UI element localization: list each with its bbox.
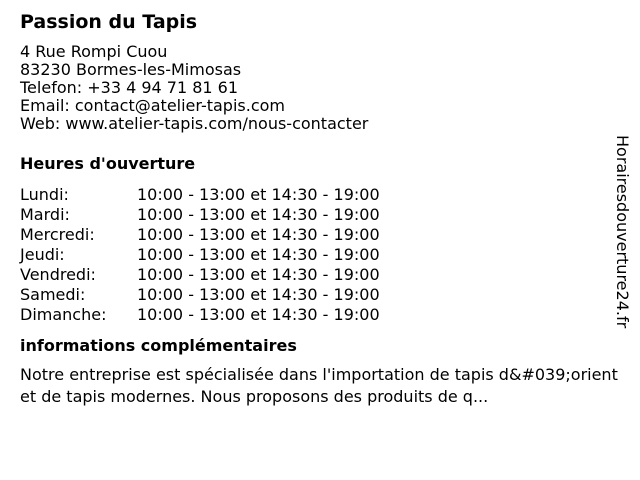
hours-row (20, 205, 380, 225)
contact-block (20, 43, 610, 133)
phone-number: Telefon: +33 4 94 71 81 61 (20, 78, 239, 97)
hours-day: Mardi: (20, 205, 70, 224)
hours-row (20, 305, 380, 325)
hours-row (20, 225, 380, 245)
business-card (20, 10, 618, 408)
hours-row (20, 245, 380, 265)
website-url: Web: www.atelier-tapis.com/nous-contacter (20, 114, 369, 133)
hours-time: 10:00 - 13:00 et 14:30 - 19:00 (137, 205, 380, 224)
opening-hours-heading: Heures d'ouverture (20, 154, 196, 173)
hours-day: Dimanche: (20, 305, 107, 324)
hours-time: 10:00 - 13:00 et 14:30 - 19:00 (137, 265, 380, 284)
hours-day: Samedi: (20, 285, 86, 304)
business-name: Passion du Tapis (20, 11, 198, 33)
hours-day: Mercredi: (20, 225, 95, 244)
hours-day: Lundi: (20, 185, 69, 204)
hours-row (20, 285, 380, 305)
additional-info-text: Notre entreprise est spécialisée dans l'importation de tapis d&#039;orient et de tapis modernes. Nous proposons des produits de q... (20, 365, 618, 406)
hours-time: 10:00 - 13:00 et 14:30 - 19:00 (137, 185, 380, 204)
opening-hours-table (20, 185, 380, 325)
site-watermark: Horairesdouverture24.fr (613, 135, 632, 329)
additional-info-heading: informations complémentaires (20, 336, 297, 355)
email-address: Email: contact@atelier-tapis.com (20, 96, 285, 115)
address-city: 83230 Bormes-les-Mimosas (20, 60, 242, 79)
hours-row (20, 185, 380, 205)
hours-day: Vendredi: (20, 265, 96, 284)
hours-time: 10:00 - 13:00 et 14:30 - 19:00 (137, 245, 380, 264)
hours-time: 10:00 - 13:00 et 14:30 - 19:00 (137, 285, 380, 304)
address-street: 4 Rue Rompi Cuou (20, 42, 168, 61)
hours-time: 10:00 - 13:00 et 14:30 - 19:00 (137, 225, 380, 244)
hours-row (20, 265, 380, 285)
hours-day: Jeudi: (20, 245, 65, 264)
hours-time: 10:00 - 13:00 et 14:30 - 19:00 (137, 305, 380, 324)
